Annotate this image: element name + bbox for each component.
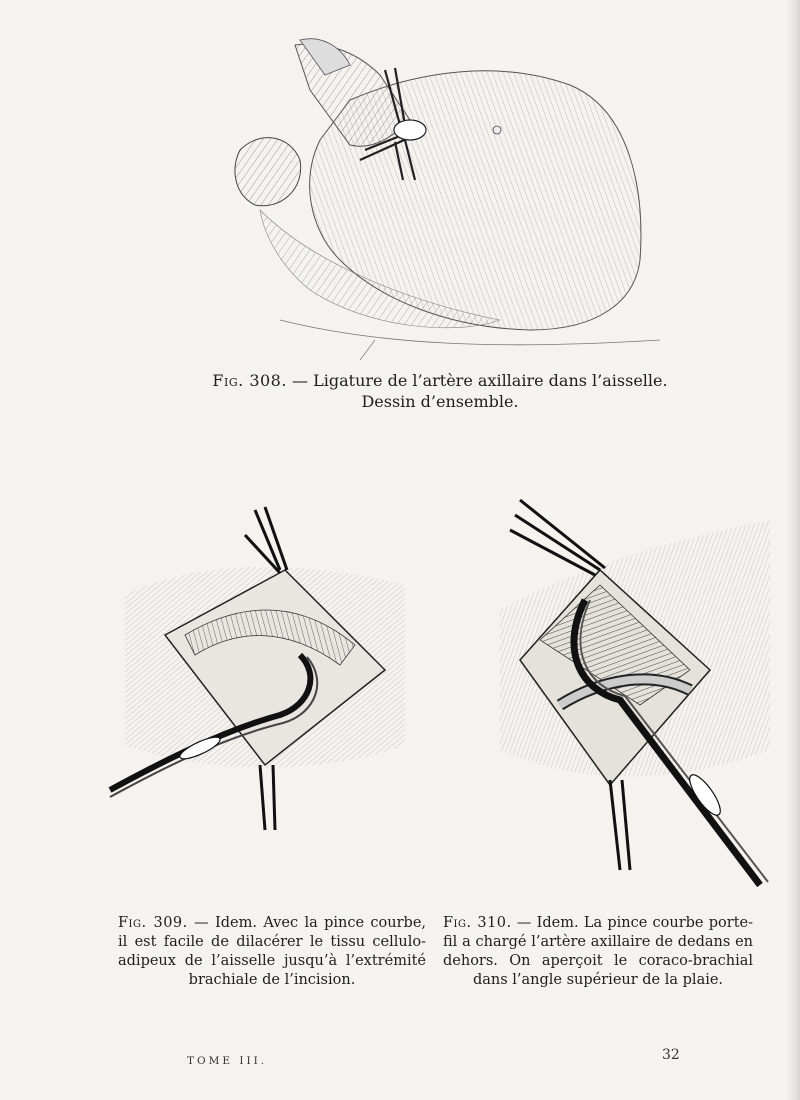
figure-308-caption: [200, 370, 680, 412]
figure-309-label: Fig. 309.: [118, 915, 188, 931]
page-number: 32: [662, 1047, 680, 1063]
figure-310-illustration: [490, 490, 775, 895]
volume-label: TOME III.: [187, 1055, 268, 1067]
ligature-needle-drawing: [490, 490, 775, 895]
axilla-overview-drawing: [200, 30, 670, 365]
figure-308-label: Fig. 308.: [212, 371, 287, 390]
curved-forceps-dissection-drawing: [105, 495, 425, 840]
figure-309-caption: [118, 914, 426, 990]
figure-309-caption-text: — Idem. Avec la pince courbe, il est facile de dilacérer le tissu cellulo-adipeux de l’aisselle jusqu’à l’extrémité brachiale de l’incision.: [118, 915, 427, 988]
page-edge-shadow: [786, 0, 800, 1100]
figure-308-illustration: [200, 30, 670, 365]
figure-310-caption-text: — Idem. La pince courbe porte-fil a chargé l’artère axillaire de dedans en dehors. On aperçoit le coraco-brachial dans l’angle supérieur de la plaie.: [443, 915, 754, 988]
figure-309-illustration: [105, 495, 425, 840]
figure-310-label: Fig. 310.: [443, 915, 512, 931]
figure-308-caption-text: — Ligature de l’artère axillaire dans l’aisselle. Dessin d’ensemble.: [292, 371, 668, 411]
figure-310-caption: [443, 914, 753, 990]
